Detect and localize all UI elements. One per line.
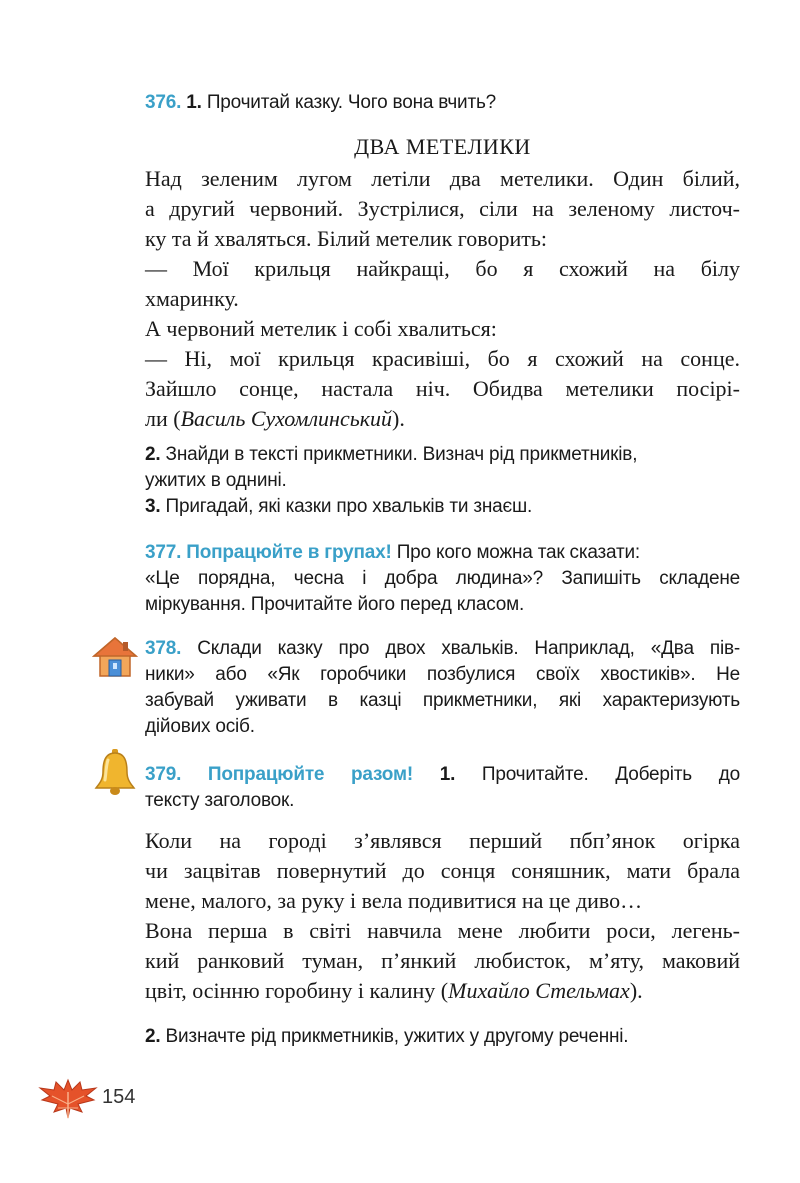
bell-icon [92,748,138,796]
text-author: Михайло Стельмах [448,978,630,1003]
story-line: ку та й хваляться. Білий метелик говорить: [145,226,548,251]
story-title: ДВА МЕТЕЛИКИ [354,134,531,159]
task-text: забувай уживати в казці прикметники, які характеризують [145,690,740,711]
text-line: Вона перша в світі навчила мене любити роси, легень- [145,918,740,943]
exercise-376-heading [145,90,740,116]
task-number: 1. [439,764,456,785]
story-line: Зайшло сонце, настала ніч. Обидва метелики посірі- [145,376,740,401]
exercise-376-task2 [145,442,740,520]
task-number: 2. [145,1026,161,1047]
task-text: тексту заголовок. [145,790,295,811]
task-text: Пригадай, які казки про хвальків ти знаєш. [165,496,533,517]
exercise-378 [145,636,740,740]
exercise-377 [145,540,740,618]
story-line: хмаринку. [145,286,239,311]
exercise-number: 379. Попрацюйте разом! [145,764,413,785]
task-text: Прочитайте. Доберіть до [455,764,740,785]
text-line: кий ранковий туман, п’янкий любисток, м’яту, маковий [145,948,740,973]
text-line: мене, малого, за руку і вела подивитися на це диво… [145,888,643,913]
story-text-fragment: ли ( [145,406,181,431]
page-number: 154 [102,1086,136,1108]
story-text [145,164,740,434]
task-text: Про кого можна так сказати: [391,542,640,563]
text-fragment: ). [629,978,643,1003]
task-text: ники» або «Як горобчики позбулися своїх хвостиків». Не [145,664,740,685]
story-text-fragment: ). [392,406,405,431]
story-line: а другий червоний. Зустрілися, сіли на зеленому листоч- [145,196,740,221]
reading-text [145,826,740,1006]
task-number: 3. [145,496,161,517]
story-line: — Ні, мої крильця красивіші, бо я схожий на сонце. [145,346,740,371]
story-line-last [145,404,740,434]
maple-leaf-icon [36,1078,100,1122]
story-author: Василь Сухомлинський [180,406,393,431]
text-line: Коли на городі з’являвся перший пбп’янок огірка [145,828,740,853]
text-line-last [145,976,740,1006]
exercise-379 [145,762,740,814]
task-text: Знайди в тексті прикметники. Визнач рід прикметників, [165,444,638,465]
exercise-number: 376. [145,92,182,113]
task-text: Визначте рід прикметників, ужитих у другому реченні. [165,1026,629,1047]
task-number: 2. [145,444,161,465]
text-line: чи зацвітав повернутий до сонця соняшник, мати брала [145,858,740,883]
exercise-379-task2 [145,1024,740,1050]
exercise-number: 378. [145,638,182,659]
task-text: міркування. Прочитайте його перед класом. [145,594,525,615]
task-text: Склади казку про двох хвальків. Наприклад, «Два пів- [181,638,740,659]
task-text: «Це порядна, чесна і добра людина»? Запишіть складене [145,568,740,589]
task-text: дійових осіб. [145,716,255,737]
story-line: — Мої крильця найкращі, бо я схожий на білу [145,256,740,281]
task-text: Прочитай казку. Чого вона вчить? [206,92,497,113]
story-line: А червоний метелик і собі хвалиться: [145,316,497,341]
exercise-number: 377. Попрацюйте в групах! [145,542,392,563]
house-icon [92,636,138,678]
task-number: 1. [186,92,202,113]
story-line: Над зеленим лугом летіли два метелики. Один білий, [145,166,740,191]
text-fragment: цвіт, осінню горобину і калину ( [145,978,449,1003]
task-text: ужитих в однині. [145,470,287,491]
